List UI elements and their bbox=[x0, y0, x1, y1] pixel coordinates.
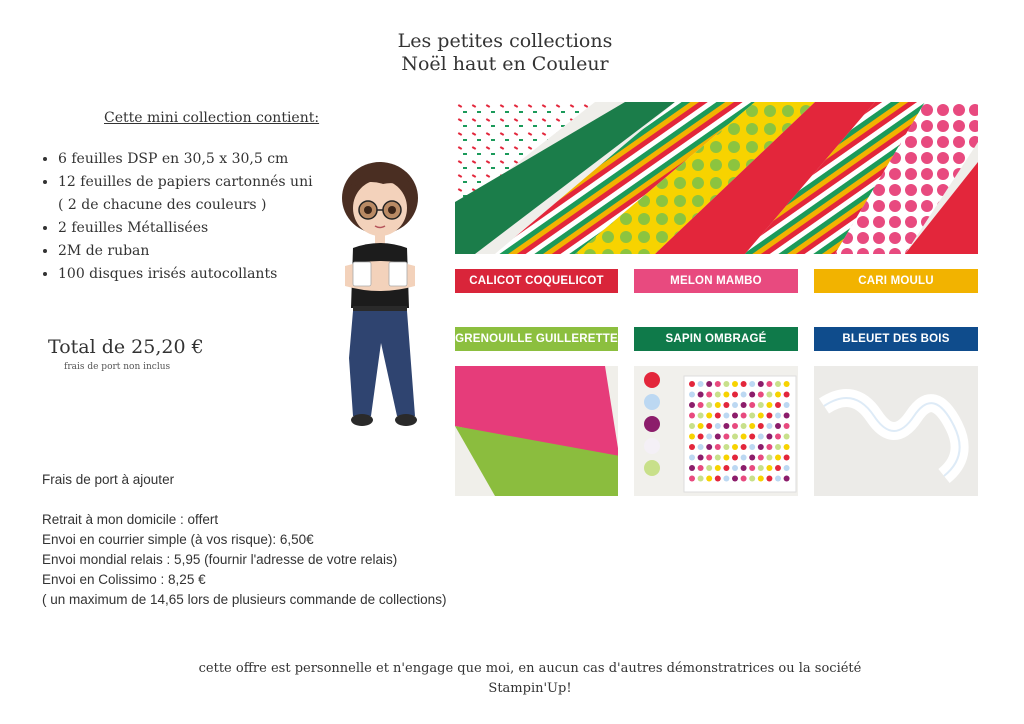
total-price: Total de 25,20 € bbox=[48, 336, 204, 358]
ribbon-photo bbox=[814, 366, 978, 496]
title-line-2: Noël haut en Couleur bbox=[401, 53, 609, 75]
color-label: CALICOT COQUELICOT bbox=[455, 269, 618, 293]
contents-list bbox=[40, 148, 358, 286]
shipping-line: Envoi en courrier simple (à vos risque): 6,50€ bbox=[42, 532, 314, 547]
list-item: • 2M de ruban bbox=[58, 240, 358, 263]
collection-intro: Cette mini collection contient: bbox=[104, 110, 320, 126]
list-item: • 100 disques irisés autocollants bbox=[58, 263, 358, 286]
color-label: CARI MOULU bbox=[814, 269, 978, 293]
title-line-1: Les petites collections bbox=[397, 30, 613, 52]
color-label: GRENOUILLE GUILLERETTE bbox=[455, 327, 618, 351]
shipping-heading: Frais de port à ajouter bbox=[42, 472, 175, 487]
list-item: • 6 feuilles DSP en 30,5 x 30,5 cm bbox=[58, 148, 358, 171]
disclaimer-line-2: Stampin'Up! bbox=[488, 681, 572, 696]
adhesive-dots-photo bbox=[634, 366, 798, 496]
disclaimer bbox=[140, 659, 920, 699]
color-label: BLEUET DES BOIS bbox=[814, 327, 978, 351]
color-label: SAPIN OMBRAGÉ bbox=[634, 327, 798, 351]
metallic-sheets-photo bbox=[455, 366, 618, 496]
color-label: MELON MAMBO bbox=[634, 269, 798, 293]
page-title bbox=[0, 30, 1010, 76]
shipping-line: ( un maximum de 14,65 lors de plusieurs commande de collections) bbox=[42, 592, 447, 607]
list-item: • 12 feuilles de papiers cartonnés uni ( 2 de chacune des couleurs ) bbox=[58, 171, 358, 217]
total-note: frais de port non inclus bbox=[64, 362, 171, 372]
shipping-info bbox=[42, 470, 446, 610]
character-illustration bbox=[335, 158, 425, 438]
disclaimer-line-1: cette offre est personnelle et n'engage que moi, en aucun cas d'autres démonstratrices ou la société bbox=[198, 661, 862, 676]
list-item-sub: ( 2 de chacune des couleurs ) bbox=[58, 197, 267, 213]
list-item: • 2 feuilles Métallisées bbox=[58, 217, 358, 240]
shipping-line: Envoi mondial relais : 5,95 (fournir l'adresse de votre relais) bbox=[42, 552, 398, 567]
shipping-line: Envoi en Colissimo : 8,25 € bbox=[42, 572, 206, 587]
designer-paper-photo bbox=[455, 102, 978, 254]
shipping-line: Retrait à mon domicile : offert bbox=[42, 512, 219, 527]
